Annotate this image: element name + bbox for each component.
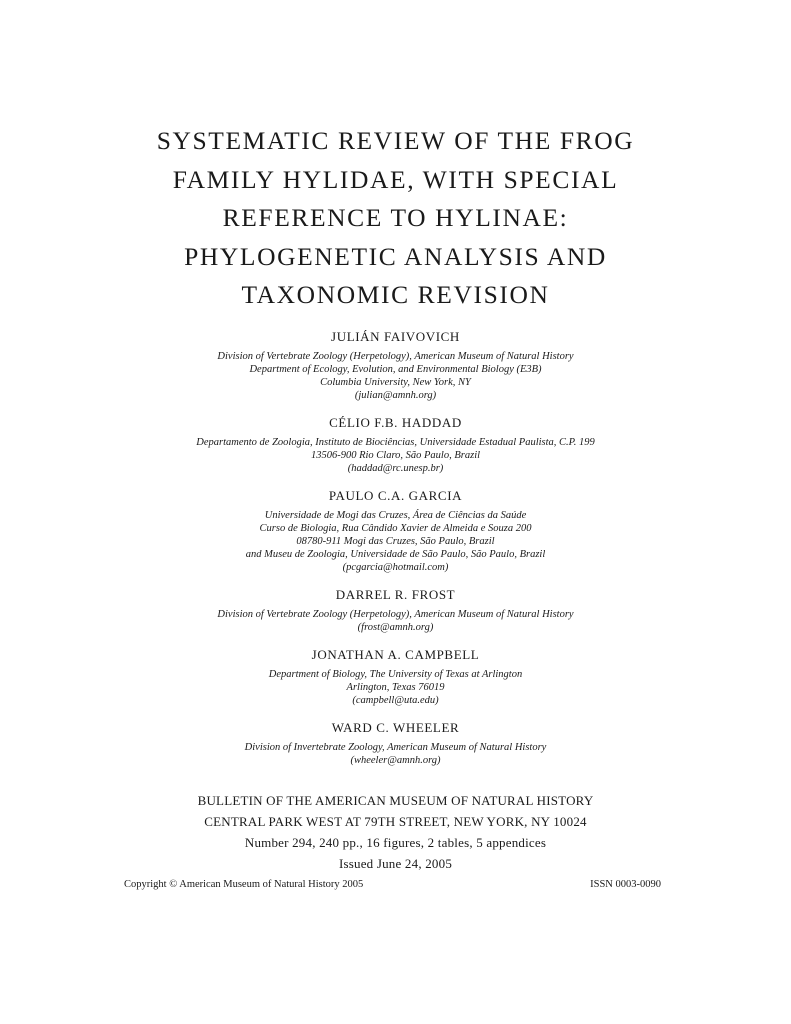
author-email: (pcgarcia@hotmail.com): [342, 562, 449, 573]
affiliation-line: 08780-911 Mogi das Cruzes, São Paulo, Brazil: [296, 536, 495, 547]
author-email: (julian@amnh.org): [354, 390, 437, 401]
affiliation-line: and Museu de Zoologia, Universidade de São Paulo, São Paulo, Brazil: [245, 549, 546, 560]
copyright-notice: Copyright © American Museum of Natural History 2005: [124, 879, 364, 890]
author-block: [0, 328, 791, 402]
title-line: SYSTEMATIC REVIEW OF THE FROG: [156, 126, 635, 155]
title-line: PHYLOGENETIC ANALYSIS AND: [184, 241, 607, 271]
author-block: [0, 719, 791, 767]
affiliation-line: Arlington, Texas 76019: [346, 682, 445, 693]
bulletin-name: BULLETIN OF THE AMERICAN MUSEUM OF NATURAL HISTORY: [197, 793, 594, 808]
author-name: DARREL R. FROST: [335, 587, 456, 602]
bulletin-number: Number 294, 240 pp., 16 figures, 2 tables, 5 appendices: [244, 835, 547, 850]
affiliation-line: Department of Ecology, Evolution, and Environmental Biology (E3B): [249, 364, 542, 375]
paper-title: [0, 122, 791, 315]
affiliation-line: Division of Invertebrate Zoology, American Museum of Natural History: [244, 742, 547, 753]
author-email: (haddad@rc.unesp.br): [347, 463, 444, 474]
author-name: JONATHAN A. CAMPBELL: [311, 647, 480, 662]
title-line: TAXONOMIC REVISION: [241, 280, 550, 309]
affiliation-line: Curso de Biologia, Rua Cândido Xavier de Almeida e Souza 200: [259, 523, 532, 534]
author-name: WARD C. WHEELER: [331, 720, 460, 735]
affiliation-line: 13506-900 Rio Claro, São Paulo, Brazil: [310, 450, 481, 461]
author-block: [0, 586, 791, 634]
affiliation-line: Division of Vertebrate Zoology (Herpetology), American Museum of Natural History: [217, 351, 574, 362]
affiliation-line: Departamento de Zoologia, Instituto de Biociências, Universidade Estadual Paulista, C.P. 199: [196, 437, 595, 448]
author-block: [0, 487, 791, 574]
title-line: REFERENCE TO HYLINAE:: [222, 203, 569, 232]
author-list: [0, 328, 791, 767]
author-name: JULIÁN FAIVOVICH: [331, 329, 460, 344]
issn-number: ISSN 0003-0090: [590, 879, 661, 890]
author-name: CÉLIO F.B. HADDAD: [329, 415, 462, 430]
author-name: PAULO C.A. GARCIA: [328, 488, 463, 503]
author-email: (campbell@uta.edu): [352, 695, 439, 706]
issue-date: Issued June 24, 2005: [338, 856, 453, 871]
author-block: [0, 414, 791, 475]
author-email: (wheeler@amnh.org): [350, 755, 441, 766]
title-line: FAMILY HYLIDAE, WITH SPECIAL: [172, 164, 619, 194]
affiliation-line: Columbia University, New York, NY: [320, 377, 471, 388]
author-email: (frost@amnh.org): [357, 622, 434, 633]
affiliation-line: Universidade de Mogi das Cruzes, Área de Ciências da Saúde: [264, 510, 527, 521]
affiliation-line: Department of Biology, The University of Texas at Arlington: [268, 669, 523, 680]
affiliation-line: Division of Vertebrate Zoology (Herpetology), American Museum of Natural History: [217, 609, 574, 620]
author-block: [0, 646, 791, 707]
bulletin-info: [0, 790, 791, 874]
bulletin-address: CENTRAL PARK WEST AT 79TH STREET, NEW YORK, NY 10024: [204, 814, 587, 829]
